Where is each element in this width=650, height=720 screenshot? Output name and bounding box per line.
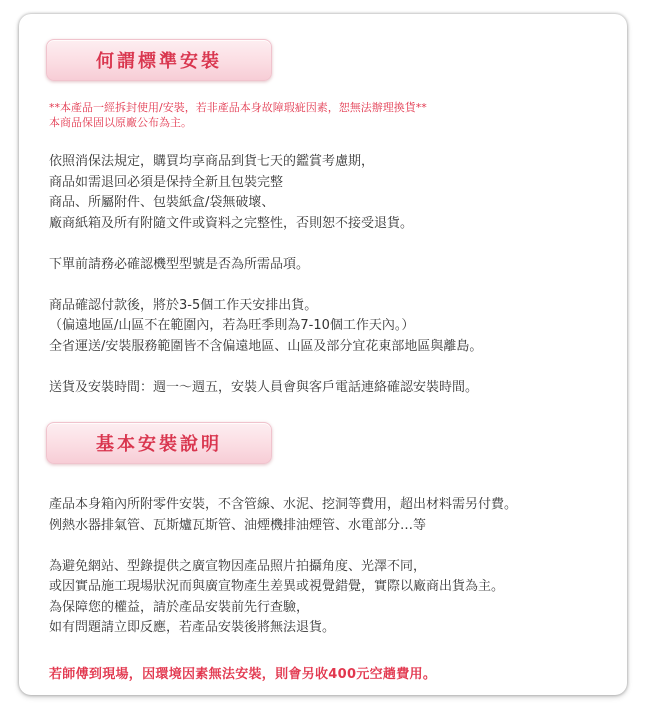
spacer bbox=[49, 234, 619, 255]
text-line: 下單前請務必確認機型型號是否為所需品項。 bbox=[49, 256, 310, 272]
notice-line: **本產品一經拆封使用/安裝，若非產品本身故障瑕疵因素，恕無法辦理換貨** bbox=[49, 101, 427, 114]
text-line: 為避免網站、型錄提供之廣宣物因產品照片拍攝角度、光澤不同， bbox=[49, 558, 427, 574]
text-line: 廠商紙箱及所有附隨文件或資料之完整性，否則恕不接受退貨。 bbox=[49, 215, 414, 231]
text-line: 如有問題請立即反應，若產品安裝後將無法退貨。 bbox=[49, 620, 336, 635]
text-line: 例熱水器排氣管、瓦斯爐瓦斯管、油煙機排油煙管、水電部分…等 bbox=[49, 517, 427, 533]
section-title-standard-installation: 何謂標準安裝 bbox=[46, 39, 272, 81]
installation-notes-text bbox=[49, 495, 619, 639]
text-line: 商品、所屬附件、包裝紙盒/袋無破壞、 bbox=[49, 195, 275, 210]
spacer bbox=[49, 357, 619, 378]
info-card bbox=[19, 14, 627, 695]
text-line: 產品本身箱內所附零件安裝，不含管線、水泥、挖洞等費用，超出材料需另付費。 bbox=[49, 497, 518, 512]
section-title-basic-installation: 基本安裝說明 bbox=[46, 422, 272, 464]
spacer bbox=[49, 536, 619, 557]
extra-fee-warning: 若師傅到現場，因環境因素無法安裝，則會另收400元空趟費用。 bbox=[49, 667, 437, 682]
notice-line: 本商品保固以原廠公布為主。 bbox=[49, 116, 192, 129]
return-policy-text bbox=[49, 152, 619, 398]
text-line: （偏遠地區/山區不在範圍內，若為旺季則為7-10個工作天內。） bbox=[49, 318, 415, 333]
text-line: 全省運送/安裝服務範圍皆不含偏遠地區、山區及部分宜花東部地區與離島。 bbox=[49, 338, 483, 354]
spacer bbox=[49, 275, 619, 296]
text-line: 為保障您的權益，請於產品安裝前先行查驗， bbox=[49, 599, 310, 615]
text-line: 商品確認付款後，將於3-5個工作天安排出貨。 bbox=[49, 297, 318, 313]
warranty-notice bbox=[49, 100, 609, 130]
text-line: 商品如需退回必須是保持全新且包裝完整 bbox=[49, 174, 284, 190]
text-line: 送貨及安裝時間：週一～週五，安裝人員會與客戶電話連絡確認安裝時間。 bbox=[49, 379, 479, 395]
text-line: 或因實品施工現場狀況而與廣宣物產生差異或視覺錯覺，實際以廠商出貨為主。 bbox=[49, 579, 505, 594]
text-line: 依照消保法規定，購買均享商品到貨七天的鑑賞考慮期， bbox=[49, 154, 375, 169]
